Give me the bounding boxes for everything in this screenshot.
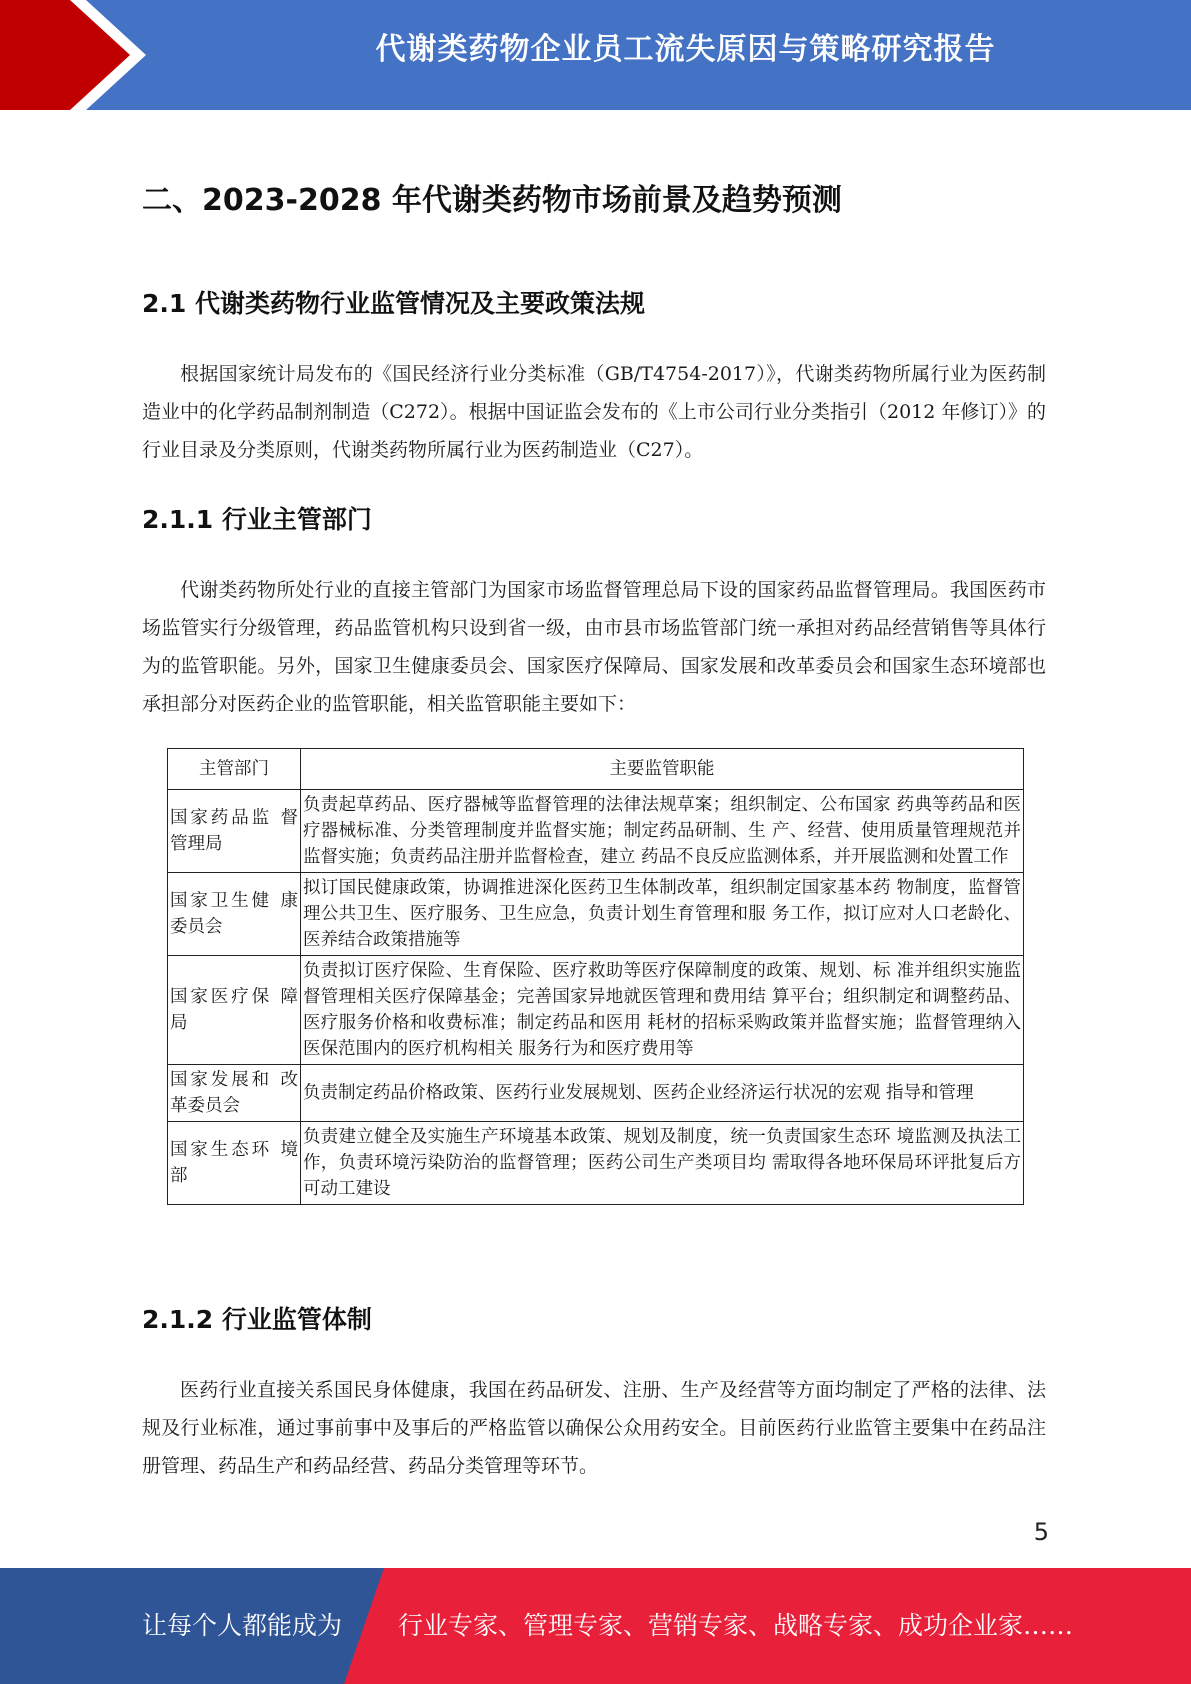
subsection-title-2-1-1: 2.1.1 行业主管部门 — [142, 505, 372, 534]
footer-slogan-right: 行业专家、管理专家、营销专家、战略专家、成功企业家…… — [398, 1611, 1074, 1640]
table-row — [168, 1122, 1024, 1205]
regulator-table — [167, 748, 1024, 1205]
footer-banner — [0, 1568, 1191, 1684]
table-header-duty: 主要监管职能 — [301, 749, 1024, 790]
table-cell-dept: 国家卫生健 康委员会 — [168, 873, 301, 956]
table-row — [168, 1065, 1024, 1122]
table-row — [168, 956, 1024, 1065]
table-row — [168, 873, 1024, 956]
header-arrow-icon — [0, 0, 160, 110]
table-cell-duty: 负责起草药品、医疗器械等监督管理的法律法规草案；组织制定、公布国家 药典等药品和医疗器械标准、分类管理制度并监督实施；制定药品研制、生 产、经营、使用质量管理规范并监督实施；负责药品注册并监督检查，建立 药品不良反应监测体系，并开展监测和处置工作 — [301, 790, 1024, 873]
table-header-dept: 主管部门 — [168, 749, 301, 790]
table-cell-dept: 国家药品监 督管理局 — [168, 790, 301, 873]
paragraph-2-1-2: 医药行业直接关系国民身体健康，我国在药品研发、注册、生产及经营等方面均制定了严格的法律、法规及行业标准，通过事前事中及事后的严格监管以确保公众用药安全。目前医药行业监管主要集中在药品注册管理、药品生产和药品经营、药品分类管理等环节。 — [142, 1379, 1046, 1477]
table-row — [168, 790, 1024, 873]
report-title: 代谢类药物企业员工流失原因与策略研究报告 — [375, 32, 996, 67]
subsection-title-2-1-2: 2.1.2 行业监管体制 — [142, 1305, 372, 1334]
page-number: 5 — [1033, 1518, 1049, 1546]
paragraph-2-1-1: 代谢类药物所处行业的直接主管部门为国家市场监督管理总局下设的国家药品监督管理局。我国医药市场监管实行分级管理，药品监管机构只设到省一级，由市县市场监管部门统一承担对药品经营销售等具体行为的监管职能。另外，国家卫生健康委员会、国家医疗保障局、国家发展和改革委员会和国家生态环境部也承担部分对医药企业的监管职能，相关监管职能主要如下： — [142, 579, 1046, 715]
table-cell-duty: 负责制定药品价格政策、医药行业发展规划、医药企业经济运行状况的宏观 指导和管理 — [301, 1065, 1024, 1122]
table-cell-duty: 负责拟订医疗保险、生育保险、医疗救助等医疗保障制度的政策、规划、标 准并组织实施监督管理相关医疗保障基金；完善国家异地就医管理和费用结 算平台；组织制定和调整药品、医疗服务价格和收费标准；制定药品和医用 耗材的招标采购政策并监督实施；监督管理纳入医保范围内的医疗机构相关 服务行为和医疗费用等 — [301, 956, 1024, 1065]
table-cell-dept: 国家发展和 改革委员会 — [168, 1065, 301, 1122]
table-cell-duty: 负责建立健全及实施生产环境基本政策、规划及制度，统一负责国家生态环 境监测及执法工作，负责环境污染防治的监督管理；医药公司生产类项目均 需取得各地环保局环评批复后方可动工建设 — [301, 1122, 1024, 1205]
section-title: 二、2023-2028 年代谢类药物市场前景及趋势预测 — [142, 183, 842, 218]
header-banner — [0, 0, 1191, 110]
table-cell-duty: 拟订国民健康政策，协调推进深化医药卫生体制改革，组织制定国家基本药 物制度，监督管理公共卫生、医疗服务、卫生应急，负责计划生育管理和服 务工作，拟订应对人口老龄化、医养结合政策措施等 — [301, 873, 1024, 956]
subsection-title-2-1: 2.1 代谢类药物行业监管情况及主要政策法规 — [142, 289, 645, 318]
paragraph-2-1: 根据国家统计局发布的《国民经济行业分类标准（GB/T4754-2017）》，代谢类药物所属行业为医药制造业中的化学药品制剂制造（C272）。根据中国证监会发布的《上市公司行业分类指引（2012 年修订）》的行业目录及分类原则，代谢类药物所属行业为医药制造业（C27）。 — [142, 363, 1046, 461]
table-header-row — [168, 749, 1024, 790]
table-cell-dept: 国家医疗保 障局 — [168, 956, 301, 1065]
table-cell-dept: 国家生态环 境部 — [168, 1122, 301, 1205]
footer-slogan-left: 让每个人都能成为 — [142, 1611, 343, 1640]
